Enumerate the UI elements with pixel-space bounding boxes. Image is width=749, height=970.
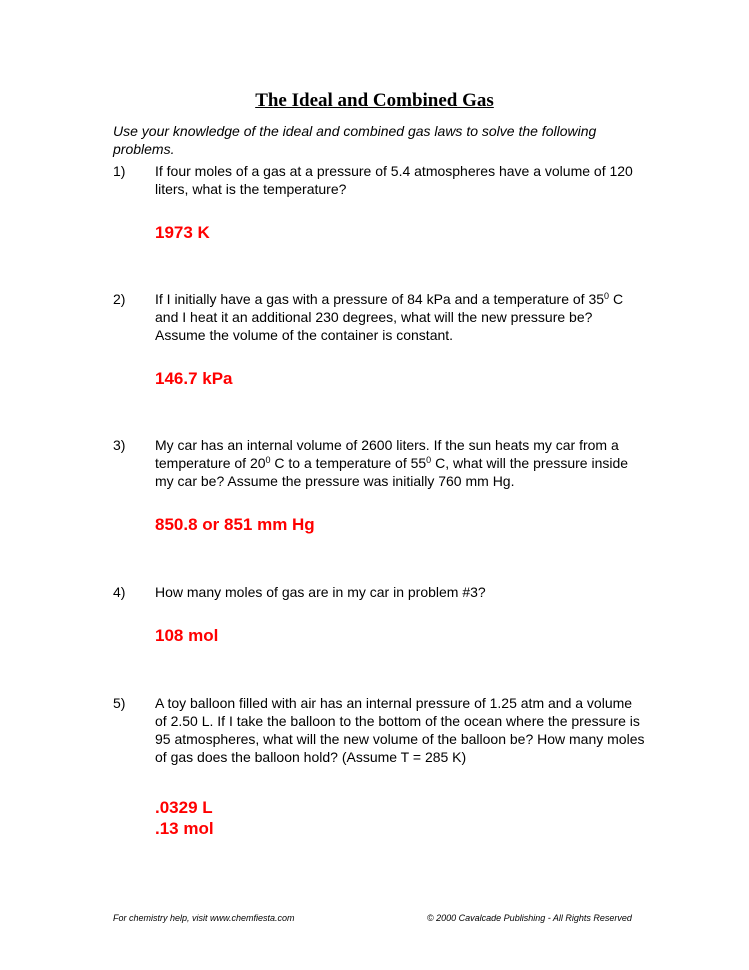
problem-number: 1) [113, 163, 126, 179]
problem-number: 2) [113, 291, 126, 307]
instructions: Use your knowledge of the ideal and combined gas laws to solve the following problems. [113, 123, 597, 157]
problem-text: If four moles of a gas at a pressure of 5.4 atmospheres have a volume of 120 liters, what is the temperature? [155, 163, 633, 197]
problem-number: 4) [113, 584, 126, 600]
answer-5a: .0329 L [155, 798, 213, 817]
answer-3: 850.8 or 851 mm Hg [155, 515, 315, 534]
answer-1: 1973 K [155, 223, 210, 242]
problem-number: 5) [113, 695, 126, 711]
footer-website: For chemistry help, visit www.chemfiesta.com [113, 913, 295, 923]
problem-text: How many moles of gas are in my car in problem #3? [155, 584, 486, 600]
problem-number: 3) [113, 437, 126, 453]
footer-copyright: © 2000 Cavalcade Publishing - All Rights Reserved [427, 913, 632, 923]
answer-4: 108 mol [155, 626, 219, 645]
problem-text: My car has an internal volume of 2600 liters. If the sun heats my car from a temperature of $20^0$ C to a temperature of $55^0$ C, what will the pressure inside my car be? Assume the pressure was initially 760 mm Hg. [155, 437, 629, 489]
problem-text: A toy balloon filled with air has an internal pressure of 1.25 atm and a volume of 2.50 L. If I take the balloon to the bottom of the ocean where the pressure is 95 atmospheres, what will the new volume of the balloon be? How many moles of gas does the balloon hold? (Assume T = 285 K) [155, 695, 645, 765]
answer-2: 146.7 kPa [155, 369, 233, 388]
answer-5b: .13 mol [155, 819, 214, 838]
page-title: The Ideal and Combined Gas [255, 90, 494, 111]
problem-text: If I initially have a gas with a pressure of 84 kPa and a temperature of $35^0$ C and I heat it an additional 230 degrees, what will the new pressure be? Assume the volume of the container is constant. [155, 291, 624, 343]
